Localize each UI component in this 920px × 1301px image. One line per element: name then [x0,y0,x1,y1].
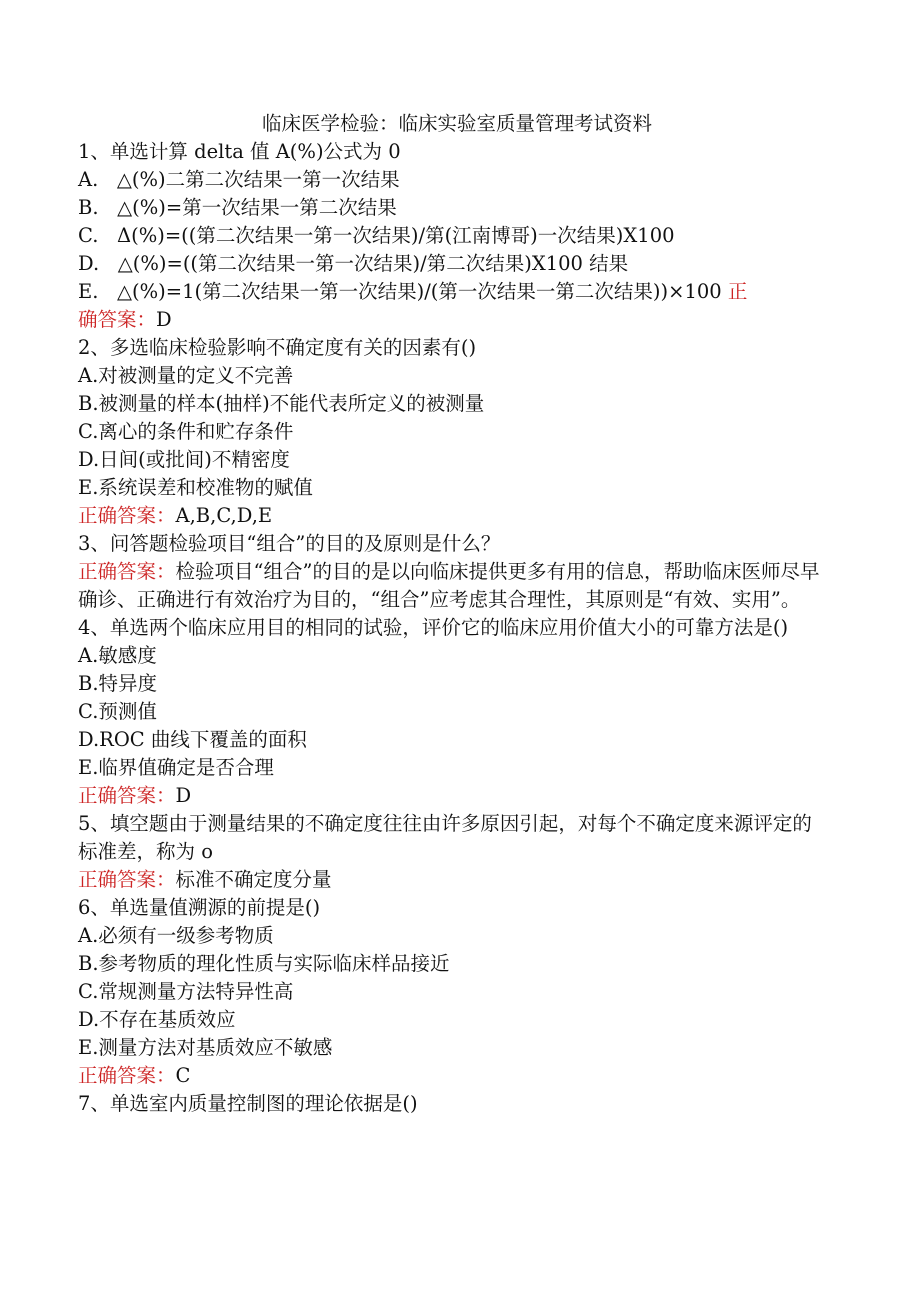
question-4-option-e: E.临界值确定是否合理 [78,756,274,779]
document-title: 临床医学检验：临床实验室质量管理考试资料 [261,112,652,135]
question-4-answer-value: D [175,784,192,807]
question-6-answer-value: C [175,1064,191,1087]
question-1-answer [78,306,828,334]
question-3-answer [78,558,828,614]
question-7-stem: 7、单选室内质量控制图的理论依据是() [78,1092,418,1115]
question-5-answer [78,866,828,894]
question-4-stem: 4、单选两个临床应用目的相同的试验，评价它的临床应用价值大小的可靠方法是() [78,616,789,639]
question-4-option-c: C.预测值 [78,700,157,723]
question-4-answer [78,782,828,810]
question-1-answer-label: 确答案： [78,308,157,331]
question-1-option-e-line [78,278,828,306]
question-3-answer-value: 检验项目“组合”的目的是以向临床提供更多有用的信息，帮助临床医师尽早确诊、正确进行有效治疗为目的，“组合”应考虑其合理性，其原则是“有效、实用”。 [78,560,820,611]
question-6-option-b: B.参考物质的理化性质与实际临床样品接近 [78,952,450,975]
question-1-answer-value: D [156,308,172,331]
question-4-option-b: B.特异度 [78,672,158,695]
question-2-option-b: B.被测量的样本(抽样)不能代表所定义的被测量 [78,392,485,415]
question-2-option-c: C.离心的条件和贮存条件 [78,420,294,443]
question-6-option-e: E.测量方法对基质效应不敏感 [78,1036,333,1059]
question-2-option-d: D.日间(或批间)不精密度 [78,448,290,471]
question-5-answer-value: 标准不确定度分量 [175,868,332,891]
question-4-option-d: D.ROC 曲线下覆盖的面积 [78,728,307,751]
question-1-stem: 1、单选计算 delta 值 A(%)公式为 0 [78,140,401,163]
question-6-answer [78,1062,828,1090]
question-4-answer-label: 正确答案： [78,784,176,807]
question-1-option-e: E. △(%)=1(第二次结果一第一次结果)/(第一次结果一第二次结果))×100 [78,280,728,303]
question-3-stem: 3、问答题检验项目“组合”的目的及原则是什么？ [78,532,501,555]
question-5-answer-label: 正确答案： [78,868,176,891]
question-1-option-b: B. △(%)=第一次结果一第二次结果 [78,196,397,219]
question-6-option-c: C.常规测量方法特异性高 [78,980,294,1003]
document-page [78,110,828,1118]
question-3-answer-label: 正确答案： [78,560,176,583]
question-2-option-a: A.对被测量的定义不完善 [78,364,294,387]
question-2-answer-label: 正确答案： [78,504,176,527]
question-1-option-d: D. △(%)=((第二次结果一第一次结果)/第二次结果)X100 结果 [78,252,629,275]
question-5-stem: 5、填空题由于测量结果的不确定度往往由许多原因引起，对每个不确定度来源评定的标准差，称为 o [78,812,812,863]
question-2-stem: 2、多选临床检验影响不确定度有关的因素有() [78,336,477,359]
question-1-option-a: A. △(%)二第二次结果一第一次结果 [78,168,400,191]
question-6-option-d: D.不存在基质效应 [78,1008,236,1031]
question-2-answer-value: A,B,C,D,E [175,504,273,527]
question-1-option-c: C. Δ(%)=((第二次结果一第一次结果)/第(江南博哥)一次结果)X100 [78,224,675,247]
question-2-option-e: E.系统误差和校准物的赋值 [78,476,313,499]
question-1-answer-label-start: 正 [727,280,748,303]
question-2-answer [78,502,828,530]
question-4-option-a: A.敏感度 [78,644,157,667]
question-6-answer-label: 正确答案： [78,1064,176,1087]
question-6-stem: 6、单选量值溯源的前提是() [78,896,321,919]
question-6-option-a: A.必须有一级参考物质 [78,924,274,947]
